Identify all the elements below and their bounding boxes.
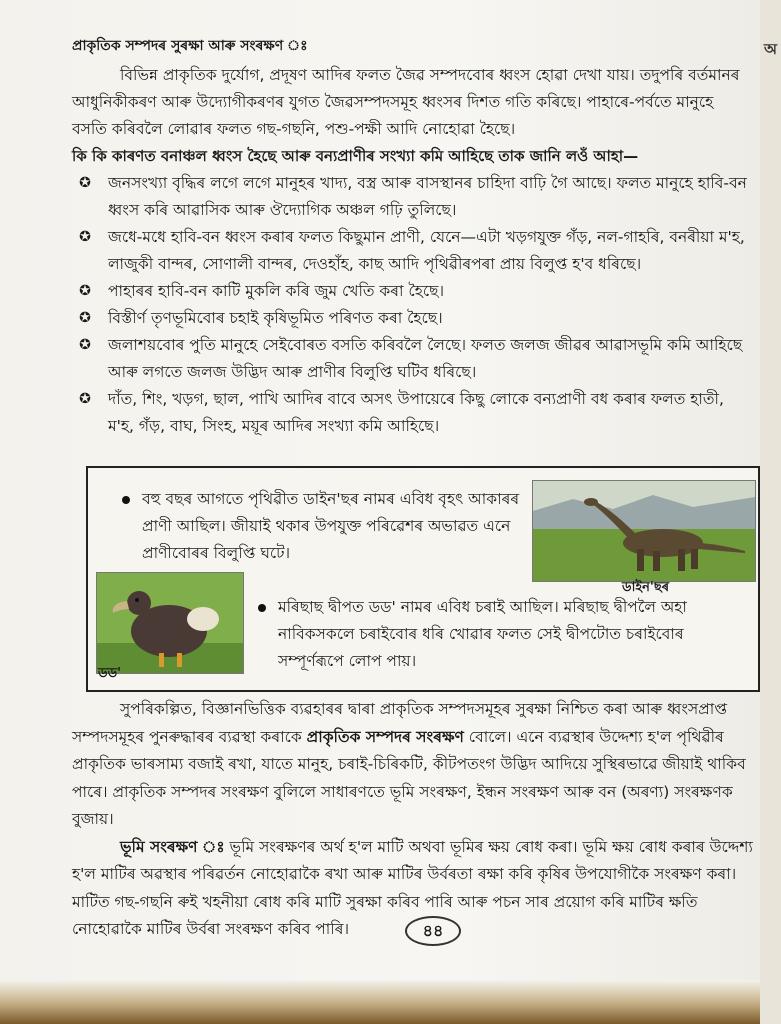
intro-paragraph: বিভিন্ন প্ৰাকৃতিক দুৰ্যোগ, প্ৰদূষণ আদিৰ ফলত জৈৱ সম্পদবোৰ ধ্বংস হোৱা দেখা যায়। তদুপৰি বৰ্তমানৰ আধুনিকীকৰণ আৰু উদ্যোগীকৰণৰ যুগত জৈৱসম্পদসমূহ ধ্বংসৰ দিশত গতি কৰিছে। পাহাৰে-পৰ্বতে মানুহে বসতি কৰিবলৈ লোৱাৰ ফলত গছ-গছনি, পশু-পক্ষী আদি নোহোৱা হৈছে।	[72, 66, 740, 138]
conservation-term: প্ৰাকৃতিক সম্পদৰ সংৰক্ষণ	[306, 727, 464, 746]
question-line: কি কি কাৰণত বনাঞ্চল ধ্বংস হৈছে আৰু বন্যপ্ৰাণীৰ সংখ্যা কমি আহিছে তাক জানি লওঁ আহা—	[72, 147, 639, 165]
star-bullet-icon: ✪	[79, 391, 91, 407]
dinosaur-caption: ডাইন'ছৰ	[622, 580, 670, 595]
soil-conservation-term: ভূমি সংৰক্ষণ ঃ	[120, 837, 225, 856]
next-page-edge: অ	[760, 0, 781, 1024]
list-item: ✪ জনসংখ্যা বৃদ্ধিৰ লগে লগে মানুহৰ খাদ্য, বস্ত্ৰ আৰু বাসস্থানৰ চাহিদা বাঢ়ি গৈ আছে। ফলত মানুহে হাবি-বন ধ্বংস কৰি আৱাসিক আৰু ঔদ্যোগিক অঞ্চল গঢ়ি তুলিছে।	[72, 170, 752, 224]
list-item: ✪ জধে-মধে হাবি-বন ধ্বংস কৰাৰ ফলত কিছুমান প্ৰাণী, যেনে—এটা খড়গযুক্ত গঁড়, নল-গাহৰি, বনৰীয়া ম'হ, লাজুকী বান্দৰ, সোণালী বান্দৰ, দেওহাঁহ, কাছ আদি পৃথিৱীৰপৰা প্ৰায় বিলুপ্ত হ'ব ধৰিছে।	[72, 224, 752, 278]
conservation-paragraph: সুপৰিকল্পিত, বিজ্ঞানভিত্তিক ব্যৱহাৰৰ দ্বাৰা প্ৰাকৃতিক সম্পদসমূহৰ সুৰক্ষা নিশ্চিত কৰা আৰু ধ্বংসপ্ৰাপ্ত সম্পদসমূহৰ পুনৰুদ্ধাৰৰ ব্যৱস্থা কৰাকে প্ৰাকৃতিক সম্পদৰ সংৰক্ষণ বোলে। এনে ব্যৱস্থাৰ উদ্দেশ্য হ'ল পৃথিৱীৰ প্ৰাকৃতিক ভাৰসাম্য বজাই ৰখা, যাতে মানুহ, চৰাই-চিৰিকটি, কীটপতংগ উদ্ভিদ আদিয়ে সুস্থিৰভাৱে জীয়াই থাকিব পাৰে। প্ৰাকৃতিক সম্পদৰ সংৰক্ষণ বুলিলে সাধাৰণতে ভূমি সংৰক্ষণ, ইন্ধন সংৰক্ষণ আৰু বন (অৰণ্য) সংৰক্ষণক বুজায়।	[72, 700, 746, 828]
soil-conservation-paragraph: ভূমি সংৰক্ষণ ঃ ভূমি সংৰক্ষণৰ অৰ্থ হ'ল মাটি অথবা ভূমিৰ ক্ষয় ৰোধ কৰা। ভূমি ক্ষয় ৰোধ কৰাৰ উদ্দেশ্য হ'ল মাটিৰ অৱস্থাৰ পৰিৱৰ্তন নোহোৱাকৈ ৰখা আৰু মাটিৰ উৰ্বৰতা ৰক্ষা কৰি কৃষিৰ উপযোগীকৈ সংৰক্ষণ কৰা। মাটিত গছ-গছনি ৰুই খহনীয়া ৰোধ কৰি মাটি সুৰক্ষা কৰিব পাৰি আৰু পচন সাৰ প্ৰয়োগ কৰি মাটিৰ ক্ষতি নোহোৱাকৈ মাটিৰ উৰ্বৰা সংৰক্ষণ কৰিব পাৰি।	[72, 837, 753, 938]
star-bullet-icon: ✪	[79, 175, 91, 191]
list-item: ✪ পাহাৰৰ হাবি-বন কাটি মুকলি কৰি জুম খেতি কৰা হৈছে।	[72, 278, 752, 305]
conservation-section	[72, 696, 754, 944]
section-heading: প্ৰাকৃতিক সম্পদৰ সুৰক্ষা আৰু সংৰক্ষণ ঃ	[72, 38, 308, 54]
star-bullet-icon: ✪	[79, 337, 91, 353]
dinosaur-image	[532, 480, 756, 582]
list-item: ✪ দাঁত, শিং, খড়গ, ছাল, পাখি আদিৰ বাবে অসৎ উপায়েৰে কিছু লোকে বন্যপ্ৰাণী বধ কৰাৰ ফলত হাতী, ম'হ, গঁড়, বাঘ, সিংহ, ময়ূৰ আদিৰ সংখ্যা কমি আহিছে।	[72, 386, 752, 440]
page-bottom-edge	[0, 980, 760, 1024]
page-number: ৪৪	[405, 916, 461, 946]
dodo-image	[96, 572, 244, 674]
star-bullet-icon: ✪	[79, 229, 91, 245]
extinct-animals-box	[86, 466, 760, 692]
star-bullet-icon: ✪	[79, 310, 91, 326]
dinosaur-note: বহু বছৰ আগতে পৃথিৱীত ডাইন'ছৰ নামৰ এবিধ বৃহৎ আকাৰৰ প্ৰাণী আছিল। জীয়াই থকাৰ উপযুক্ত পৰিৱেশৰ অভাৱত এনে প্ৰাণীবোৰৰ বিলুপ্তি ঘটে।	[142, 486, 522, 567]
reasons-list	[72, 170, 752, 440]
list-item: ✪ জলাশয়বোৰ পুতি মানুহে সেইবোৰত বসতি কৰিবলৈ লৈছে। ফলত জলজ জীৱৰ আৱাসভূমি কমি আহিছে আৰু লগতে জলজ উদ্ভিদ আৰু প্ৰাণীৰ বিলুপ্তি ঘটিব ধৰিছে।	[72, 332, 752, 386]
list-item: ✪ বিস্তীৰ্ণ তৃণভূমিবোৰ চহাই কৃষিভূমিত পৰিণত কৰা হৈছে।	[72, 305, 752, 332]
star-bullet-icon: ✪	[79, 283, 91, 299]
bullet-dot-icon	[122, 496, 130, 504]
dodo-note: মৰিছাছ দ্বীপত ডড' নামৰ এবিধ চৰাই আছিল। মৰিছাছ দ্বীপলৈ অহা নাবিকসকলে চৰাইবোৰ ধৰি খোৱাৰ ফলত সেই দ্বীপটোত চৰাইবোৰ সম্পূৰ্ণৰূপে লোপ পায়।	[278, 594, 748, 675]
dodo-caption: ডড'	[98, 666, 122, 681]
main-content	[72, 34, 752, 440]
bullet-dot-icon	[258, 604, 266, 612]
